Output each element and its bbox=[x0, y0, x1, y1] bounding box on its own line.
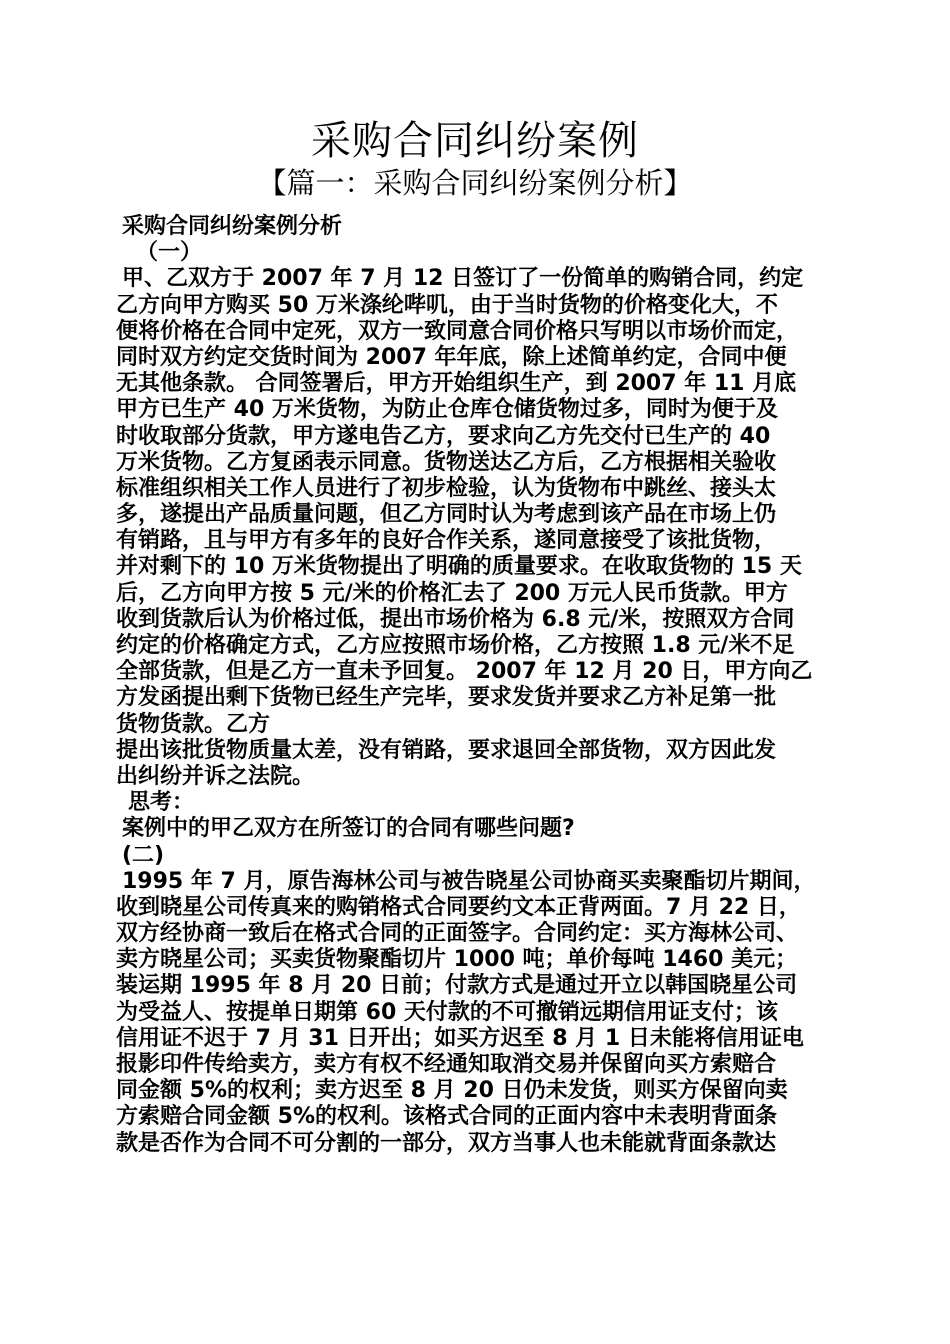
case-number: (二) bbox=[122, 842, 165, 868]
text-line: 多，遂提出产品质量问题，但乙方同时认为考虑到该产品在市场上仍 bbox=[116, 502, 777, 528]
document-body bbox=[116, 214, 856, 1157]
text-line: 报影印件传给卖方，卖方有权不经通知取消交易并保留向买方索赔合 bbox=[116, 1052, 777, 1077]
text-line: 时收取部分货款，甲方遂电告乙方，要求向乙方先交付已生产的 40 bbox=[116, 423, 771, 449]
text-line: 同金额 5%的权利；卖方迟至 8 月 20 日仍未发货，则买方保留向卖 bbox=[116, 1078, 788, 1104]
section-heading: 采购合同纠纷案例分析 bbox=[122, 214, 343, 239]
text-line: 甲、乙双方于 2007 年 7 月 12 日签订了一份简单的购销合同，约定 bbox=[122, 266, 804, 292]
text-line: 1995 年 7 月，原告海林公司与被告晓星公司协商买卖聚酯切片期间， bbox=[122, 868, 816, 894]
text-line: 收到货款后认为价格过低，提出市场价格为 6.8 元/米，按照双方合同 bbox=[116, 606, 795, 632]
document-title: 采购合同纠纷案例 bbox=[311, 118, 639, 164]
text-line: 无其他条款。 合同签署后，甲方开始组织生产，到 2007 年 11 月底 bbox=[116, 371, 797, 397]
text-line: 方发函提出剩下货物已经生产完毕，要求发货并要求乙方补足第一批 bbox=[116, 685, 777, 711]
text-line: 提出该批货物质量太差，没有销路，要求退回全部货物，双方因此发 bbox=[116, 737, 777, 763]
text-line: 收到晓星公司传真来的购销格式合同要约文本正背两面。7 月 22 日， bbox=[116, 894, 801, 920]
text-line: 为受益人、按提单日期第 60 天付款的不可撤销远期信用证支付；该 bbox=[116, 999, 778, 1025]
text-line: 方索赔合同金额 5%的权利。该格式合同的正面内容中未表明背面条 bbox=[116, 1104, 778, 1130]
question-text: 案例中的甲乙双方在所签订的合同有哪些问题? bbox=[122, 816, 575, 842]
text-line: 双方经协商一致后在格式合同的正面签字。合同约定：买方海林公司、 bbox=[116, 921, 799, 947]
text-line: 出纠纷并诉之法院。 bbox=[116, 763, 315, 789]
text-line: 约定的价格确定方式，乙方应按照市场价格，乙方按照 1.8 元/米不足 bbox=[116, 633, 795, 658]
text-line: 便将价格在合同中定死，双方一致同意合同价格只写明以市场价而定， bbox=[116, 318, 799, 344]
text-line: 有销路，且与甲方有多年的良好合作关系，遂同意接受了该批货物， bbox=[116, 528, 777, 554]
text-line: 信用证不迟于 7 月 31 日开出；如买方迟至 8 月 1 日未能将信用证电 bbox=[116, 1025, 804, 1051]
text-line: 万米货物。乙方复函表示同意。货物送达乙方后，乙方根据相关验收 bbox=[116, 449, 777, 475]
text-line: 同时双方约定交货时间为 2007 年年底，除上述简单约定，合同中便 bbox=[116, 344, 787, 370]
text-line: 货物货款。乙方 bbox=[116, 711, 271, 737]
text-line: 款是否作为合同不可分割的一部分，双方当事人也未能就背面条款达 bbox=[116, 1130, 777, 1156]
text-line: 后，乙方向甲方按 5 元/米的价格汇去了 200 万元人民币货款。甲方 bbox=[116, 580, 788, 606]
text-line: 并对剩下的 10 万米货物提出了明确的质量要求。在收取货物的 15 天 bbox=[116, 554, 802, 580]
text-line: 乙方向甲方购买 50 万米涤纶哔叽，由于当时货物的价格变化大，不 bbox=[116, 292, 778, 318]
case-number: （一） bbox=[136, 240, 203, 266]
text-line: 装运期 1995 年 8 月 20 日前；付款方式是通过开立以韩国晓星公司 bbox=[116, 973, 798, 999]
text-line: 卖方晓星公司；买卖货物聚酯切片 1000 吨；单价每吨 1460 美元； bbox=[116, 947, 798, 973]
question-label: 思考： bbox=[128, 790, 195, 816]
text-line: 全部货款，但是乙方一直未予回复。 2007 年 12 月 20 日，甲方向乙 bbox=[116, 659, 813, 685]
text-line: 标准组织相关工作人员进行了初步检验，认为货物布中跳丝、接头太 bbox=[116, 475, 777, 501]
text-line: 甲方已生产 40 万米货物，为防止仓库仓储货物过多，同时为便于及 bbox=[116, 397, 778, 423]
document-subtitle: 【篇一：采购合同纠纷案例分析】 bbox=[257, 166, 693, 200]
